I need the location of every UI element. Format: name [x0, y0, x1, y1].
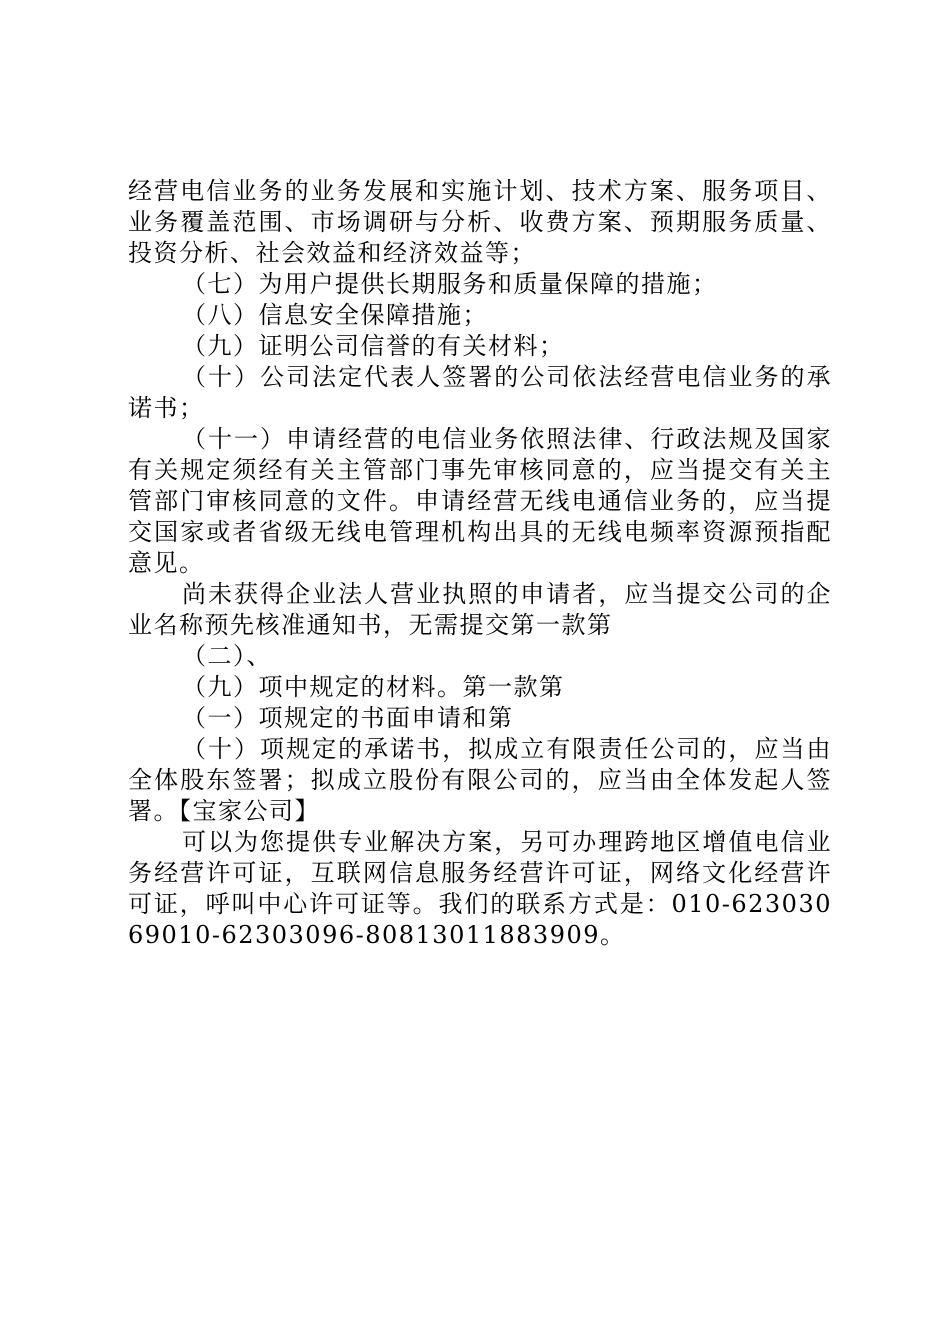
paragraph-business-plan: 经营电信业务的业务发展和实施计划、技术方案、服务项目、业务覆盖范围、市场调研与分析、收费方案、预期服务质量、投资分析、社会效益和经济效益等；	[128, 177, 832, 267]
paragraph-unlicensed-applicant: 尚未获得企业法人营业执照的申请者，应当提交公司的企业名称预先核准通知书，无需提交第一款第	[128, 580, 832, 639]
paragraph-item-1-ref: （一）项规定的书面申请和第	[182, 704, 514, 732]
paragraph-item-8: （八）信息安全保障措施；	[182, 301, 488, 329]
paragraph-item-2-ref: （二）、	[182, 642, 272, 670]
paragraph-item-10: （十）公司法定代表人签署的公司依法经营电信业务的承诺书；	[128, 363, 832, 422]
paragraph-item-9-ref: （九）项中规定的材料。第一款第	[182, 673, 565, 701]
paragraph-item-9: （九）证明公司信誉的有关材料；	[182, 332, 565, 360]
paragraph-item-7: （七）为用户提供长期服务和质量保障的措施；	[182, 270, 718, 298]
paragraph-item-11: （十一）申请经营的电信业务依照法律、行政法规及国家有关规定须经有关主管部门事先审核同意的，应当提交有关主管部门审核同意的文件。申请经营无线电通信业务的，应当提交国家或者省级无线电管理机构出具的无线电频率资源预指配意见。	[128, 425, 832, 577]
document-body	[128, 176, 832, 951]
paragraph-contact-info: 可以为您提供专业解决方案，另可办理跨地区增值电信业务经营许可证，互联网信息服务经营许可证，网络文化经营许可证，呼叫中心许可证等。我们的联系方式是：010-62303069010-62303096-80813011883909。	[128, 828, 832, 949]
paragraph-item-10-ref: （十）项规定的承诺书，拟成立有限责任公司的，应当由全体股东签署；拟成立股份有限公司的，应当由全体发起人签署。【宝家公司】	[128, 735, 832, 825]
